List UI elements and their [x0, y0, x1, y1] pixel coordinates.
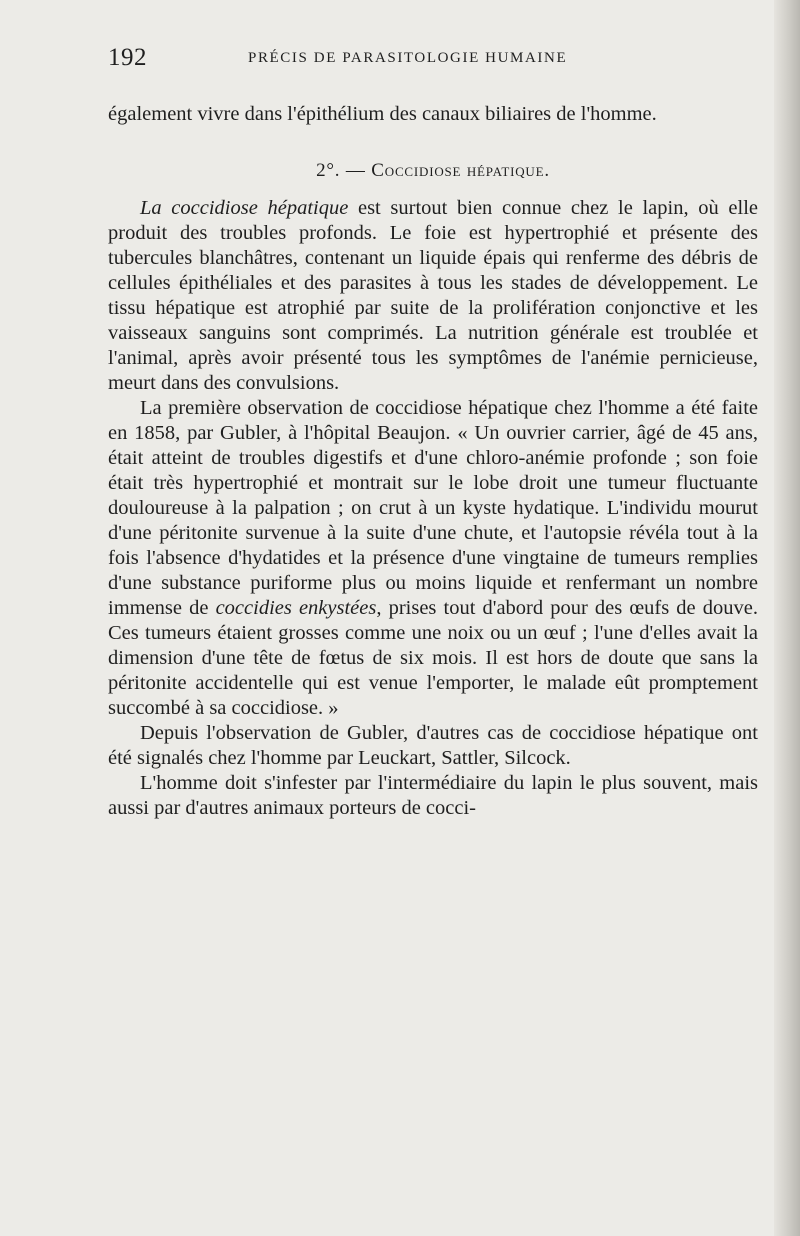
section-heading: [108, 158, 758, 183]
paragraph-intro: également vivre dans l'épithélium des canaux biliaires de l'homme.: [108, 103, 657, 125]
paragraph-gubler-text-a: La première observation de coccidiose hépatique chez l'homme a été faite en 1858, par Gubler, à l'hôpital Beaujon. « Un ouvrier carrier, âgé de 45 ans, était atteint de troubles digestifs et d'une chloro-anémie profonde ; son foie était très hypertrophié et montrait sur le lobe droit une tumeur fluctuante douloureuse à la palpation ; on crut à un kyste hydatique. L'individu mourut d'une péritonite survenue à la suite d'une chute, et l'autopsie révéla tout à la fois l'absence d'hydatides et la présence d'une vingtaine de tumeurs remplies d'une substance puriforme plus ou moins liquide et renfermant un nombre immense de: [108, 397, 758, 619]
term-coccidiose-hepatique: La coccidiose hépatique: [140, 197, 349, 219]
paragraph-other-cases: Depuis l'observation de Gubler, d'autres cas de coccidiose hépatique ont été signalés chez l'homme par Leuckart, Sattler, Silcock.: [108, 722, 758, 769]
paragraph-gubler-observation: [108, 396, 758, 721]
page-body: [108, 102, 758, 821]
section-dash: —: [345, 160, 366, 181]
paragraph-infestation: L'homme doit s'infester par l'intermédiaire du lapin le plus souvent, mais aussi par d'autres animaux porteurs de cocci-: [108, 772, 758, 819]
running-title: PRÉCIS DE PARASITOLOGIE HUMAINE: [248, 50, 568, 66]
paragraph-coccidiose-text: est surtout bien connue chez le lapin, où elle produit des troubles profonds. Le foie est hypertrophié et présente des tubercules blanchâtres, contenant un liquide épais qui renferme des débris de cellules épithéliales et des parasites à tous les stades de développement. Le tissu hépatique est atrophié par suite de la prolifération conjonctive et les vaisseaux sanguins sont comprimés. La nutrition générale est troublée et l'animal, après avoir présenté tous les symptômes de l'anémie pernicieuse, meurt dans des convulsions.: [108, 197, 758, 394]
running-head: [108, 44, 708, 74]
page-number: 192: [108, 44, 147, 71]
page-edge-shadow: [774, 0, 800, 1236]
paragraph-coccidiose: [108, 196, 758, 396]
paragraph-gubler-text-b: , prises tout d'abord pour des œufs de douve. Ces tumeurs étaient grosses comme une noix ou un œuf ; l'une d'elles avait la dimension d'une tête de fœtus de six mois. Il est hors de doute que sans la péritonite accidentelle qui est venue l'emporter, le malade eût promptement succombé à sa coccidiose. »: [108, 597, 758, 719]
term-coccidies-enkystees: coccidies enkystées: [215, 597, 377, 619]
section-number: 2°.: [316, 160, 341, 181]
section-title: Coccidiose hépatique.: [371, 160, 550, 181]
